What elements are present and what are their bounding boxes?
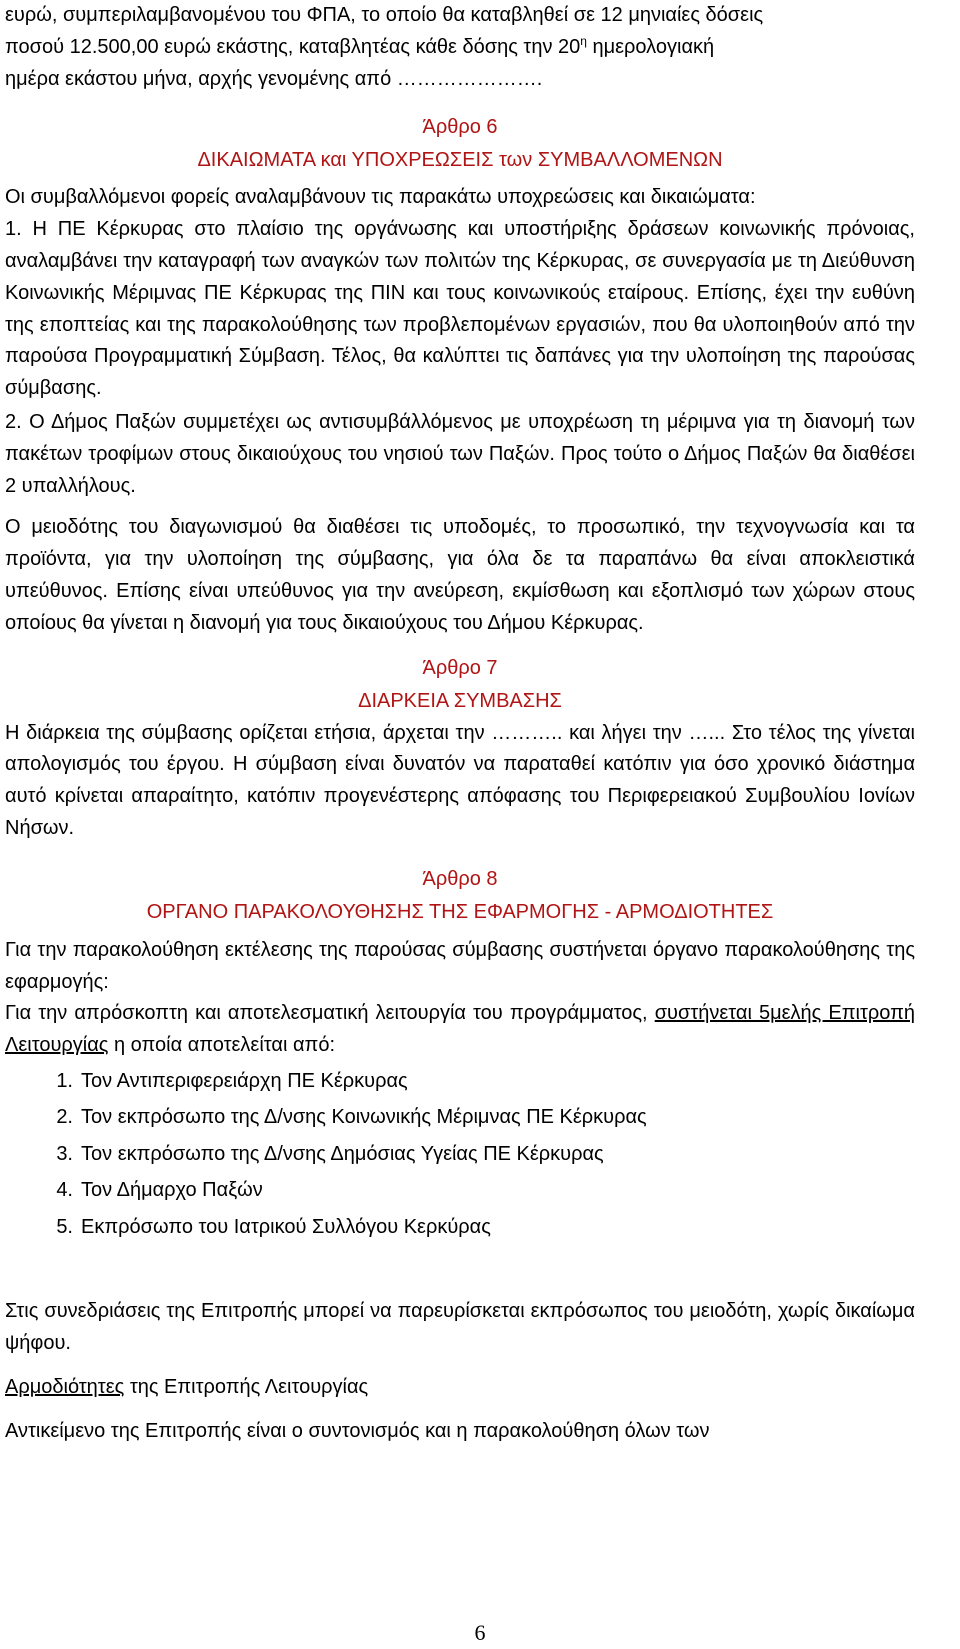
article-6-number: Άρθρο 6 bbox=[422, 116, 498, 139]
article-6-title: ΔΙΚΑΙΩΜΑΤΑ και ΥΠΟΧΡΕΩΣΕΙΣ των ΣΥΜΒΑΛΛΟΜΕΝΩΝ bbox=[197, 149, 723, 172]
article-6-item-2: 2. Ο Δήμος Παξών συμμετέχει ως αντισυμβάλλόμενος με υποχρέωση τη μέριμνα για τη διανομή των πακέτων τροφίμων στους δικαιούχους του νησιού των Παξών. Προς τούτο ο Δήμος Παξών θα διαθέσει 2 υπαλλήλους. bbox=[5, 410, 915, 497]
intro-line-2: ποσού 12.500,00 ευρώ εκάστης, καταβλητέας κάθε δόσης την $20^\eta$ ημερολογιακή bbox=[5, 33, 715, 58]
article-7-text: Η διάρκεια της σύμβασης ορίζεται ετήσια, άρχεται την ……….. και λήγει την …... Στο τέλος της γίνεται απολογισμός του έργου. Η σύμβαση είναι δυνατόν να παραταθεί κατόπιν για όσο χρονικό διάστημα αυτό κρίνεται απαραίτητο, κατόπιν προγενέστερης απόφασης του Περιφερειακού Συμβουλίου Ιονίων Νήσων. bbox=[5, 721, 915, 839]
article-7-title: ΔΙΑΡΚΕΙΑ ΣΥΜΒΑΣΗΣ bbox=[358, 689, 562, 712]
article-6-intro: Οι συμβαλλόμενοι φορείς αναλαμβάνουν τις παρακάτω υποχρεώσεις και δικαιώματα: bbox=[5, 186, 756, 209]
article-8-number: Άρθρο 8 bbox=[422, 867, 498, 890]
document-page bbox=[5, 0, 915, 1448]
article-8-title: ΟΡΓΑΝΟ ΠΑΡΑΚΟΛΟΥΘΗΣΗΣ ΤΗΣ ΕΦΑΡΜΟΓΗΣ - ΑΡΜΟΔΙΟΤΗΤΕΣ bbox=[146, 900, 774, 923]
list-item: 2. Τον εκπρόσωπο της Δ/νσης Κοινωνικής Μέριμνας ΠΕ Κέρκυρας bbox=[56, 1106, 647, 1129]
article-8-intro: Για την παρακολούθηση εκτέλεσης της παρούσας σύμβασης συστήνεται όργανο παρακολούθησης της εφαρμογής: bbox=[5, 938, 915, 993]
committee-underlined: συστήνεται 5μελής Επιτροπή Λειτουργίας bbox=[5, 1002, 916, 1057]
article-8-meetings: Στις συνεδριάσεις της Επιτροπής μπορεί να παρευρίσκεται εκπρόσωπος του μειοδότη, χωρίς δικαίωμα ψήφου. bbox=[5, 1300, 915, 1355]
page-number: 6 bbox=[474, 1620, 486, 1645]
article-6-contractor: Ο μειοδότης του διαγωνισμού θα διαθέσει τις υποδομές, το προσωπικό, την τεχνογνωσία και τα προϊόντα, για την υλοποίηση της σύμβασης, για όλα δε τα παραπάνω θα είναι αποκλειστικά υπεύθυνος. Επίσης είναι υπεύθυνος για την ανεύρεση, εκμίσθωση και εξοπλισμό των χώρων στους οποίους θα γίνεται η διανομή για τους δικαιούχους του Δήμου Κέρκυρας. bbox=[5, 516, 915, 634]
duties-heading: Αρμοδιότητες της Επιτροπής Λειτουργίας bbox=[5, 1376, 369, 1399]
committee-members-list bbox=[5, 1063, 915, 1246]
intro-line-1: ευρώ, συμπεριλαμβανομένου του ΦΠΑ, το οποίο θα καταβληθεί σε 12 μηνιαίες δόσεις bbox=[5, 4, 764, 26]
intro-line-3: ημέρα εκάστου μήνα, αρχής γενομένης από …………………. bbox=[5, 67, 543, 90]
list-item: 3. Τον εκπρόσωπο της Δ/νσης Δημόσιας Υγείας ΠΕ Κέρκυρας bbox=[56, 1142, 604, 1165]
duties-text: Αντικείμενο της Επιτροπής είναι ο συντονισμός και η παρακολούθηση όλων των bbox=[5, 1419, 710, 1442]
list-item: 1. Τον Αντιπεριφερειάρχη ΠΕ Κέρκυρας bbox=[56, 1069, 408, 1092]
list-item: 5. Εκπρόσωπο του Ιατρικού Συλλόγου Κερκύρας bbox=[56, 1215, 491, 1238]
article-7-number: Άρθρο 7 bbox=[422, 656, 498, 679]
article-6-item-1: 1. Η ΠΕ Κέρκυρας στο πλαίσιο της οργάνωσης και υποστήριξης δράσεων κοινωνικής πρόνοιας, αναλαμβάνει την καταγραφή των αναγκών των πολιτών της Κέρκυρας, σε συνεργασία με τη Διεύθυνση Κοινωνικής Μέριμνας ΠΕ Κέρκυρας της ΠΙΝ και τους κοινωνικούς εταίρους. Επίσης, έχει την ευθύνη της εποπτείας και της παρακολούθησης των προβλεπομένων εργασιών, που θα υλοποιηθούν από την παρούσα Προγραμματική Σύμβαση. Τέλος, θα καλύπτει τις δαπάνες για την υλοποίηση της παρούσας σύμβασης. bbox=[5, 218, 915, 400]
list-item: 4. Τον Δήμαρχο Παξών bbox=[56, 1179, 263, 1202]
article-8-committee: Για την απρόσκοπτη και αποτελεσματική λειτουργία του προγράμματος, συστήνεται 5μελής Επιτροπή Λειτουργίας η οποία αποτελείται από: bbox=[5, 1002, 916, 1057]
